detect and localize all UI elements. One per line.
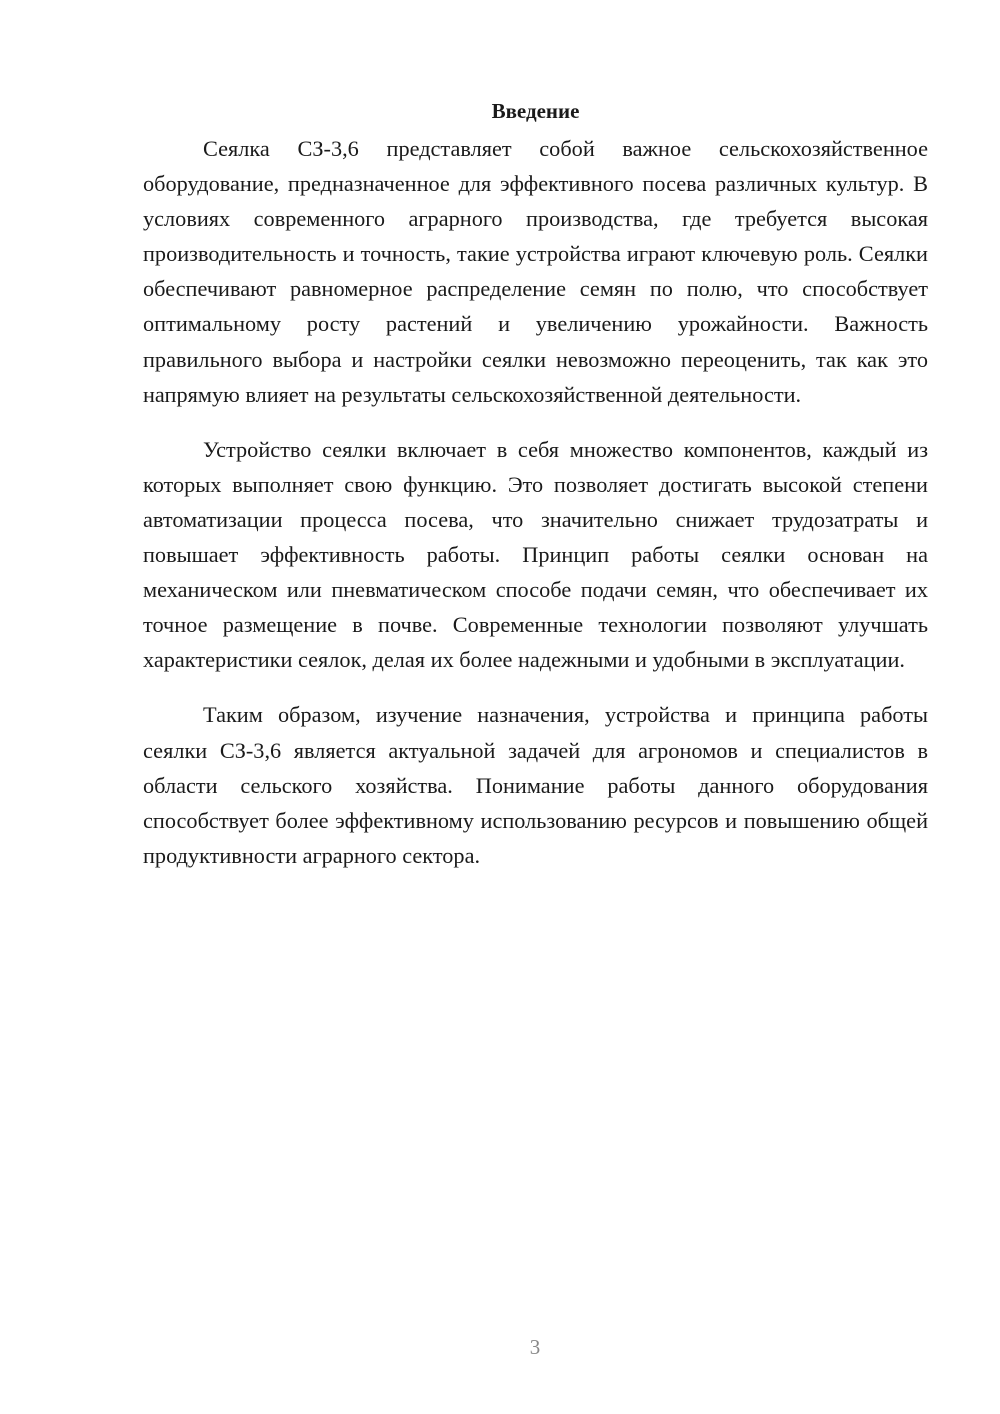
paragraph-1: Сеялка СЗ-3,6 представляет собой важное сельскохозяйственное оборудование, предназначенное для эффективного посева различных культур. В условиях современного аграрного производства, где требуется высокая производительность и точность, такие устройства играют ключевую роль. Сеялки обеспечивают равномерное распределение семян по полю, что способствует оптимальному росту растений и увеличению урожайности. Важность правильного выбора и настройки сеялки невозможно переоценить, так как это напрямую влияет на результаты сельскохозяйственной деятельности. [143,136,928,407]
page-title: Введение [491,99,580,123]
page-number: 3 [529,1335,541,1359]
paragraph-2: Устройство сеялки включает в себя множество компонентов, каждый из которых выполняет свою функцию. Это позволяет достигать высокой степени автоматизации процесса посева, что значительно снижает трудозатраты и повышает эффективность работы. Принцип работы сеялки основан на механическом или пневматическом способе подачи семян, что обеспечивает их точное размещение в почве. Современные технологии позволяют улучшать характеристики сеялок, делая их более надежными и удобными в эксплуатации. [143,436,928,673]
document-page [143,96,928,893]
paragraph-3: Таким образом, изучение назначения, устройства и принципа работы сеялки СЗ-3,6 является актуальной задачей для агрономов и специалистов в области сельского хозяйства. Понимание работы данного оборудования способствует более эффективному использованию ресурсов и повышению общей продуктивности аграрного сектора. [143,702,928,868]
